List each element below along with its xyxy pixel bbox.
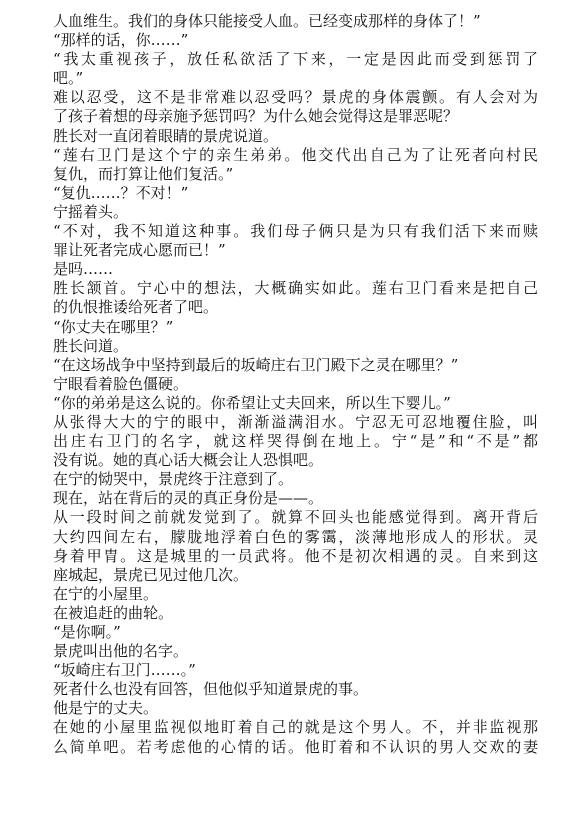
text-line: 胜长对一直闭着眼睛的景虎说道。	[53, 126, 279, 145]
text-line: 身着甲胄。这是城里的一员武将。他不是初次相遇的灵。自来到这	[53, 546, 538, 565]
text-line: 景虎叫出他的名字。	[53, 642, 189, 661]
text-line: 胜长问道。	[53, 336, 129, 355]
text-line: 从张得大大的宁的眼中，渐渐溢满泪水。宁忍无可忍地覆住脸，叫	[53, 412, 538, 431]
text-line: 胜长颔首。宁心中的想法，大概确实如此。莲右卫门看来是把自己	[53, 279, 538, 298]
text-line: 难以忍受，这不是非常难以忍受吗？景虎的身体震颤。有人会对为	[53, 88, 538, 107]
text-line: 在她的小屋里监视似地盯着自己的就是这个男人。不，并非监视那	[53, 718, 538, 737]
text-line: “坂崎庄右卫门……。”	[53, 661, 196, 680]
text-line: 大约四间左右，朦胧地浮着白色的雾霭，淡薄地形成人的形状。灵	[53, 527, 538, 546]
text-line: “我太重视孩子，放任私欲活了下来，一定是因此而受到惩罚了	[53, 50, 538, 69]
text-line: 在宁的小屋里。	[53, 584, 159, 603]
text-line: “在这场战争中坚持到最后的坂崎庄右卫门殿下之灵在哪里？”	[53, 355, 459, 374]
text-line: “那样的话，你……”	[53, 31, 189, 50]
text-line: 复仇，而打算让他们复活。”	[53, 164, 234, 183]
text-line: 吧。”	[53, 69, 84, 88]
text-line: 了孩子着想的母亲施予惩罚吗？为什么她会觉得这是罪恶呢？	[53, 107, 459, 126]
text-line: 没有说。她的真心话大概会让人恐惧吧。	[53, 451, 324, 470]
text-line: 在宁的恸哭中，景虎终于注意到了。	[53, 470, 294, 489]
document-page	[53, 12, 538, 757]
text-line: “你丈夫在哪里？”	[53, 317, 174, 336]
text-line: 人血维生。我们的身体只能接受人血。已经变成那样的身体了！”	[53, 12, 481, 30]
text-line: 出庄右卫门的名字，就这样哭得倒在地上。宁“是”和“不是”都	[53, 432, 538, 451]
text-line: 宁眼看着脸色僵硬。	[53, 374, 189, 393]
text-line: 是吗……	[53, 260, 114, 279]
text-line: “不对，我不知道这种事。我们母子俩只是为只有我们活下来而赎	[53, 222, 538, 241]
text-line: “莲右卫门是这个宁的亲生弟弟。他交代出自己为了让死者向村民	[53, 145, 538, 164]
text-line: 的仇恨推诿给死者了吧。	[53, 298, 219, 317]
text-line: 座城起，景虎已见过他几次。	[53, 565, 249, 584]
text-line: “复仇……？不对！”	[53, 183, 189, 202]
text-line: 宁摇着头。	[53, 202, 129, 221]
text-line: “是你啊。”	[53, 623, 121, 641]
text-line: 在被追赶的曲轮。	[53, 603, 174, 622]
text-line: 现在，站在背后的灵的真正身份是——。	[53, 489, 324, 508]
text-line: 么简单吧。若考虑他的心情的话。他盯着和不认识的男人交欢的妻	[53, 737, 538, 756]
text-line: 他是宁的丈夫。	[53, 699, 159, 718]
text-line: 从一段时间之前就发觉到了。就算不回头也能感觉得到。离开背后	[53, 508, 538, 527]
text-line: “你的弟弟是这么说的。你希望让丈夫回来，所以生下婴儿。”	[53, 393, 451, 412]
text-line: 死者什么也没有回答，但他似乎知道景虎的事。	[53, 680, 369, 699]
text-line: 罪让死者完成心愿而已！”	[53, 241, 226, 260]
